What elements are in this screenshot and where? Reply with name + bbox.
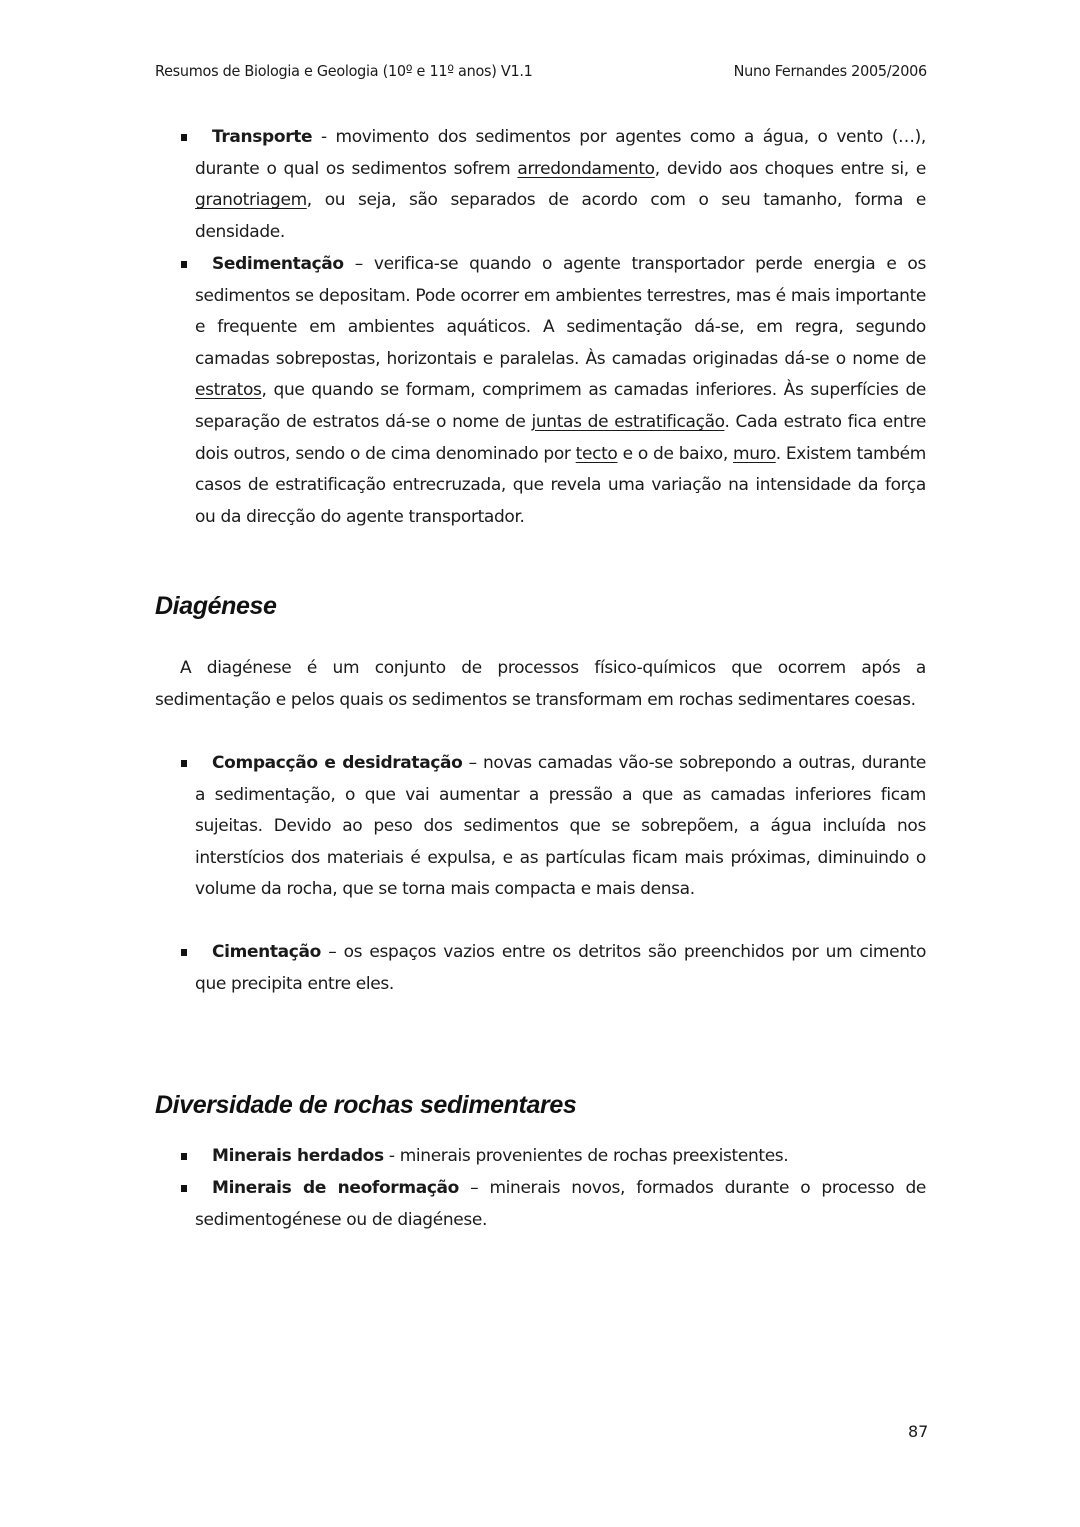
term: Cimentação bbox=[212, 942, 321, 962]
term: Minerais herdados bbox=[212, 1146, 384, 1166]
term: Compacção e desidratação bbox=[212, 753, 463, 773]
separator: – bbox=[343, 254, 374, 274]
text: minerais provenientes de rochas preexistentes. bbox=[399, 1146, 789, 1166]
separator: – bbox=[459, 1178, 490, 1198]
header-author: Nuno Fernandes 2005/2006 bbox=[733, 62, 927, 80]
term: Minerais de neoformação bbox=[212, 1178, 460, 1198]
term-underlined: arredondamento bbox=[517, 158, 655, 179]
bullet-minerais-herdados bbox=[180, 1141, 926, 1173]
text: . Existem também casos de estratificação entrecruzada, que revela uma variação na intensidade da força ou da direcção do agente transportador. bbox=[195, 443, 926, 527]
bullet-transporte bbox=[180, 122, 926, 248]
text: . Cada estrato fica entre dois outros, sendo o de cima denominado por bbox=[195, 411, 926, 464]
term: Sedimentação bbox=[212, 254, 344, 274]
text: verifica-se quando o agente transportador perde energia e os sedimentos se depositam. Pode ocorrer em ambientes terrestres, mas é mais importante e frequente em ambientes aquáticos. A sedimentação dá-se, em regra, segundo camadas sobrepostas, horizontais e paralelas. Às camadas originadas dá-se o nome de bbox=[195, 254, 926, 369]
separator: - bbox=[312, 127, 336, 147]
text: , que quando se formam, comprimem as camadas inferiores. Às superfícies de separação de estratos dá-se o nome de bbox=[195, 380, 926, 432]
text: e o de baixo, bbox=[617, 443, 734, 464]
bullet-minerais-neoformacao bbox=[180, 1173, 926, 1236]
separator: – bbox=[320, 942, 344, 962]
diagenese-intro: A diagénese é um conjunto de processos físico-químicos que ocorrem após a sedimentação e pelos quais os sedimentos se transformam em rochas sedimentares coesas. bbox=[155, 658, 926, 710]
bullet-compaccao bbox=[180, 748, 926, 906]
term-underlined: tecto bbox=[575, 443, 618, 464]
text: minerais novos, formados durante o processo de sedimentogénese ou de diagénese. bbox=[195, 1178, 926, 1230]
text: novas camadas vão-se sobrepondo a outras, durante a sedimentação, o que vai aumentar a pressão a que as camadas inferiores ficam sujeitas. Devido ao peso dos sedimentos que se sobrepõem, a água incluída nos interstícios dos materiais é expulsa, e as partículas ficam mais próximas, diminuindo o volume da rocha, que se torna mais compacta e mais densa. bbox=[195, 753, 926, 900]
text: , ou seja, são separados de acordo com o seu tamanho, forma e densidade. bbox=[195, 190, 926, 242]
term-underlined: muro bbox=[733, 443, 776, 464]
section-title-diversidade: Diversidade de rochas sedimentares bbox=[155, 1091, 577, 1119]
term-underlined: granotriagem bbox=[195, 190, 307, 211]
term-underlined: juntas de estratificação bbox=[531, 411, 725, 432]
text: , devido aos choques entre si, e bbox=[654, 158, 926, 179]
separator: - bbox=[383, 1146, 400, 1166]
bullet-cimentacao bbox=[180, 937, 926, 1000]
page-number: 87 bbox=[908, 1422, 929, 1441]
header-title: Resumos de Biologia e Geologia (10º e 11º anos) V1.1 bbox=[155, 62, 533, 80]
section-title-diagenese: Diagénese bbox=[155, 592, 277, 620]
term-underlined: estratos bbox=[195, 380, 262, 401]
separator: – bbox=[462, 753, 483, 773]
bullet-sedimentacao bbox=[180, 249, 926, 533]
text: movimento dos sedimentos por agentes como a água, o vento (…), durante o qual os sedimentos sofrem bbox=[195, 127, 926, 179]
text: os espaços vazios entre os detritos são preenchidos por um cimento que precipita entre eles. bbox=[195, 942, 926, 994]
page-header bbox=[155, 62, 927, 80]
term: Transporte bbox=[212, 127, 313, 147]
